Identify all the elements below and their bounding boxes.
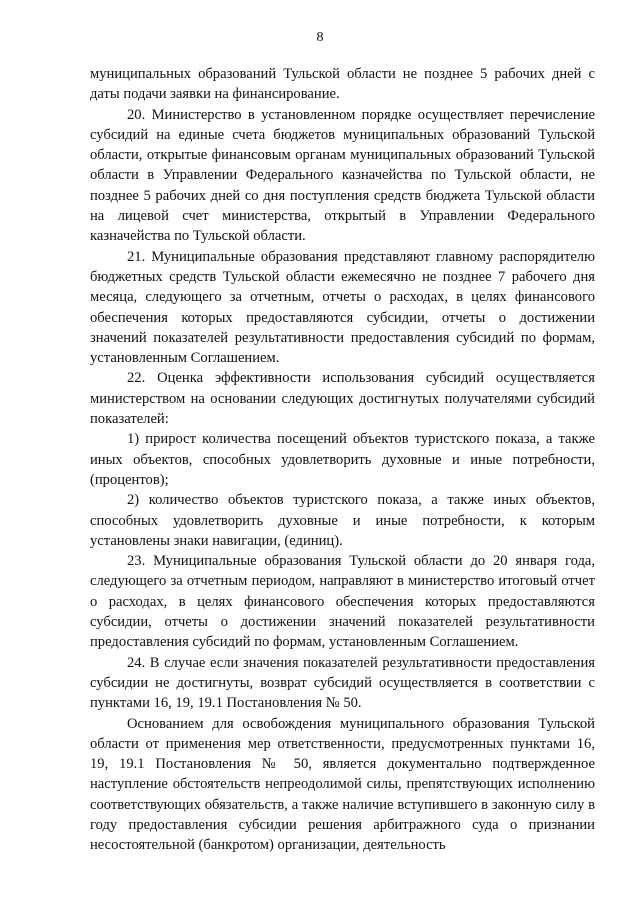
paragraph-item-22: 22. Оценка эффективности использования субсидий осуществляется министерством на основании следующих достигнутых получателями субсидий показателей: bbox=[90, 370, 595, 428]
paragraph-item-21: 21. Муниципальные образования представляют главному распорядителю бюджетных средств Тульской области ежемесячно не позднее 7 рабочего дня месяца, следующего за отчетным, отчеты о расходах, в целях финансового обеспечения которых предоставляются субсидии, отчеты о достижении значений показателей результативности предоставления субсидий по формам, установленным Соглашением. bbox=[90, 248, 595, 367]
paragraph-item-23: 23. Муниципальные образования Тульской области до 20 января года, следующего за отчетным периодом, направляют в министерство итоговый отчет о расходах, в целях финансового обеспечения которых предоставляются субсидии, отчеты о достижении значений показателей результативности предоставления субсидий по формам, установленным Соглашением. bbox=[90, 553, 595, 651]
paragraph-item-20: 20. Министерство в установленном порядке осуществляет перечисление субсидий на единые счета бюджетов муниципальных образований Тульской области, открытые финансовым органам муниципальных образований Тульской области в Управлении Федерального казначейства по Тульской области, не позднее 5 рабочих дней со дня поступления средств бюджета Тульской области на лицевой счет министерства, открытый в Управлении Федерального казначейства по Тульской области. bbox=[90, 106, 595, 245]
paragraph-subitem-2: 2) количество объектов туристского показа, а также иных объектов, способных удовлетворить духовные и иные потребности, к которым установлены знаки навигации, (единиц). bbox=[90, 492, 595, 549]
paragraph-item-24: 24. В случае если значения показателей результативности предоставления субсидии не достигнуты, возврат субсидий осуществляется в соответствии с пунктами 16, 19, 19.1 Постановления № 50. bbox=[90, 654, 595, 712]
document-body bbox=[90, 64, 595, 856]
paragraph-grounds-for-exemption: Основанием для освобождения муниципального образования Тульской области от применения мер ответственности, предусмотренных пунктами 16, 19, 19.1 Постановления № 50, является документально подтвержденное наступление обстоятельств непреодолимой силы, препятствующих исполнению соответствующих обязательств, а также наличие вступившего в законную силу в году предоставления субсидии решения арбитражного суда о признании несостоятельной (банкротом) организации, деятельность bbox=[90, 715, 595, 854]
paragraph-subitem-1: 1) прирост количества посещений объектов туристского показа, а также иных объектов, способных удовлетворить духовные и иные потребности, (процентов); bbox=[90, 431, 595, 488]
paragraph-continuation: муниципальных образований Тульской области не позднее 5 рабочих дней с даты подачи заявки на финансирование. bbox=[90, 66, 595, 103]
page-number: 8 bbox=[316, 30, 324, 45]
